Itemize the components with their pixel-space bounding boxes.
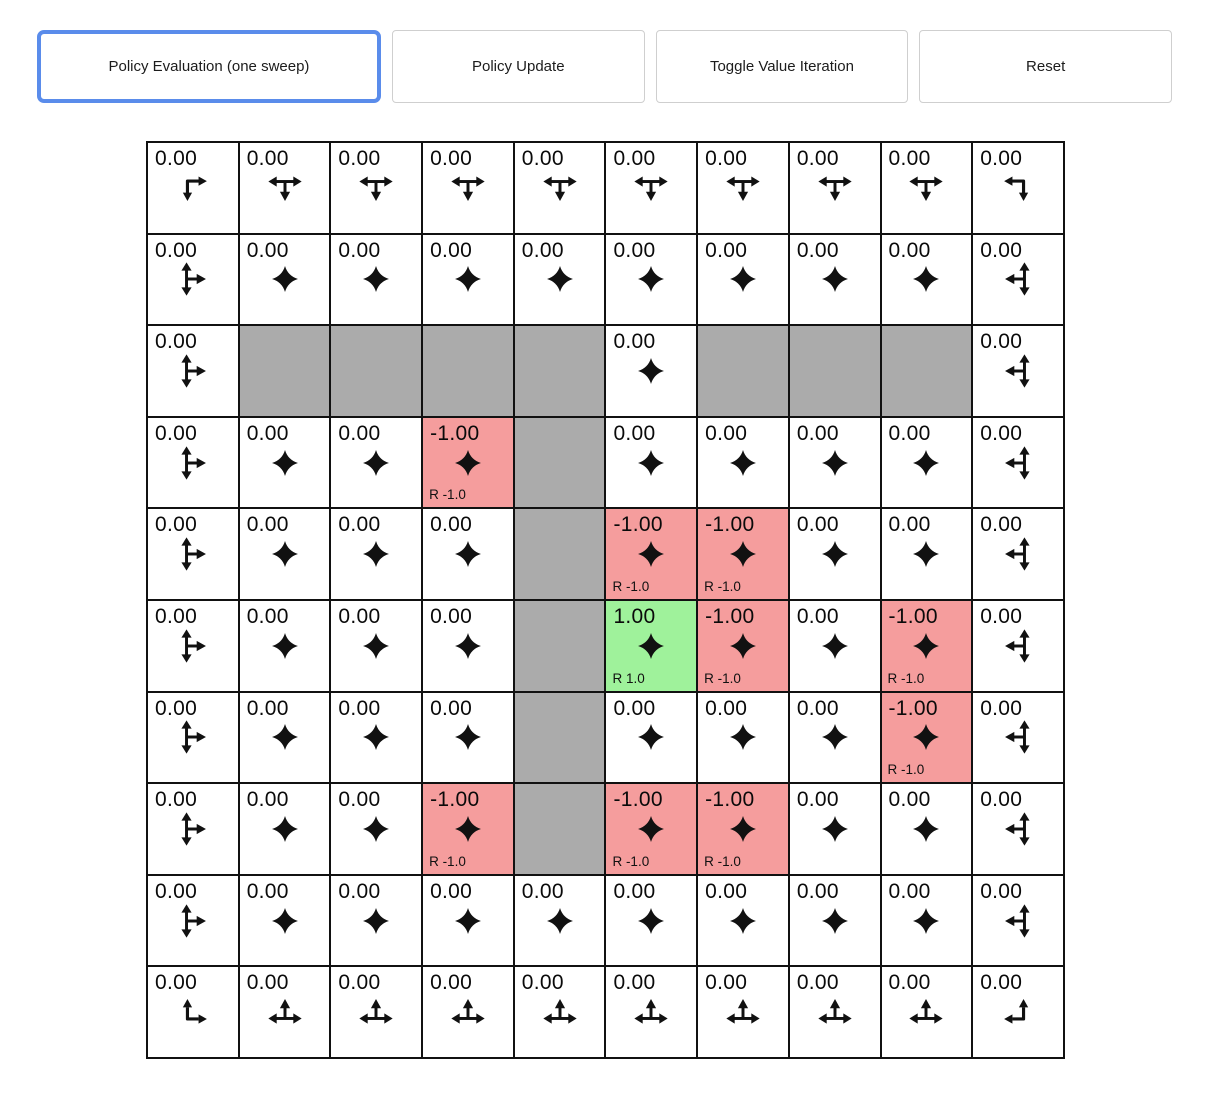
cell-value: 0.00 (246, 971, 289, 995)
policy-arrow-lru-icon (358, 994, 395, 1031)
policy-arrow-udl-icon (1000, 444, 1037, 481)
policy-arrow-all-icon (449, 902, 486, 939)
grid-cell-wall[interactable] (330, 325, 422, 417)
policy-arrow-all-icon (633, 444, 670, 481)
cell-value: 0.00 (888, 147, 931, 170)
cell-value: 0.00 (796, 147, 839, 170)
cell-value: 0.00 (888, 971, 931, 995)
grid-cell[interactable] (147, 600, 239, 692)
grid-cell[interactable] (605, 966, 697, 1058)
grid-cell[interactable] (972, 783, 1064, 875)
cell-value: 0.00 (246, 604, 289, 628)
cell-value: 0.00 (888, 788, 931, 812)
cell-value: 0.00 (430, 238, 473, 262)
policy-arrow-all-icon (816, 902, 853, 939)
policy-arrow-lru-icon (724, 994, 761, 1031)
policy-arrow-all-icon (633, 261, 670, 298)
cell-value: 0.00 (980, 696, 1023, 720)
grid-cell[interactable] (697, 966, 789, 1058)
grid-cell[interactable] (697, 142, 789, 234)
policy-arrow-all-icon (541, 261, 578, 298)
grid-cell[interactable] (147, 783, 239, 875)
grid-cell[interactable] (147, 325, 239, 417)
cell-value: 0.00 (430, 147, 473, 170)
cell-value: 0.00 (613, 879, 656, 903)
policy-arrow-lru-icon (908, 994, 945, 1031)
grid-cell[interactable] (881, 234, 973, 326)
policy-arrow-all-icon (449, 444, 486, 481)
cell-value: 0.00 (338, 788, 381, 812)
toolbar (37, 30, 1172, 103)
policy-arrow-udr-icon (174, 261, 211, 298)
cell-value: 0.00 (338, 238, 381, 262)
grid-cell[interactable] (972, 234, 1064, 326)
cell-value: 0.00 (338, 513, 381, 537)
policy-arrow-all-icon (816, 536, 853, 573)
policy-arrow-all-icon (908, 719, 945, 756)
cell-reward-label: R -1.0 (429, 487, 466, 503)
grid-cell[interactable] (972, 417, 1064, 509)
cell-value: 0.00 (246, 879, 289, 903)
grid-cell[interactable] (605, 417, 697, 509)
grid-cell[interactable] (422, 600, 514, 692)
policy-arrow-all-icon (358, 536, 395, 573)
policy-arrow-all-icon (541, 902, 578, 939)
grid-cell[interactable] (147, 875, 239, 967)
cell-value: 0.00 (246, 421, 289, 445)
policy-arrow-all-icon (358, 261, 395, 298)
grid-cell[interactable] (422, 234, 514, 326)
reset-button[interactable]: Reset (919, 30, 1172, 103)
cell-value: -1.00 (430, 788, 480, 812)
policy-arrow-all-icon (266, 719, 303, 756)
policy-arrow-lru-icon (541, 994, 578, 1031)
cell-value: 0.00 (796, 604, 839, 628)
grid-cell[interactable] (881, 966, 973, 1058)
policy-arrow-all-icon (358, 902, 395, 939)
grid-cell[interactable] (605, 325, 697, 417)
cell-value: 0.00 (338, 696, 381, 720)
cell-value: 0.00 (521, 238, 564, 262)
grid-cell-wall[interactable] (514, 692, 606, 784)
cell-value: 0.00 (705, 879, 748, 903)
cell-reward-label: R -1.0 (887, 762, 925, 778)
grid-cell[interactable] (972, 600, 1064, 692)
policy-arrow-lrd-icon (449, 169, 486, 206)
grid-cell[interactable] (789, 783, 881, 875)
policy-arrow-all-icon (266, 444, 303, 481)
grid-cell[interactable] (422, 417, 514, 509)
cell-value: 0.00 (246, 513, 289, 537)
grid-cell[interactable] (605, 600, 697, 692)
grid-cell[interactable] (789, 508, 881, 600)
policy-arrow-lrd-icon (266, 169, 303, 206)
grid-cell[interactable] (697, 875, 789, 967)
grid-cell[interactable] (239, 234, 331, 326)
policy-arrow-all-icon (908, 261, 945, 298)
cell-value: 0.00 (796, 879, 839, 903)
grid-cell-wall[interactable] (789, 325, 881, 417)
grid-cell-wall[interactable] (422, 325, 514, 417)
cell-value: 0.00 (613, 147, 656, 170)
grid-cell[interactable] (605, 142, 697, 234)
policy-arrow-all-icon (908, 627, 945, 664)
gridworld-grid (146, 141, 1065, 1059)
cell-value: 0.00 (888, 421, 931, 445)
grid-cell[interactable] (697, 234, 789, 326)
policy-arrow-udl-icon (1000, 810, 1037, 847)
toggle-value-iteration-button[interactable]: Toggle Value Iteration (656, 30, 909, 103)
cell-value: 0.00 (338, 147, 381, 170)
cell-value: 0.00 (980, 147, 1023, 170)
cell-value: 0.00 (155, 604, 198, 628)
policy-arrow-all-icon (724, 261, 761, 298)
cell-value: 0.00 (521, 971, 564, 995)
grid-cell[interactable] (239, 966, 331, 1058)
grid-cell-wall[interactable] (697, 325, 789, 417)
cell-value: 0.00 (430, 971, 473, 995)
cell-value: 0.00 (613, 238, 656, 262)
cell-value: 0.00 (796, 513, 839, 537)
policy-arrow-udl-icon (1000, 902, 1037, 939)
grid-cell[interactable] (789, 966, 881, 1058)
cell-value: 0.00 (980, 879, 1023, 903)
cell-reward-label: R -1.0 (612, 853, 650, 869)
policy-arrow-udl-icon (1000, 261, 1037, 298)
grid-cell[interactable] (330, 600, 422, 692)
policy-arrow-all-icon (908, 444, 945, 481)
policy-arrow-all-icon (908, 902, 945, 939)
cell-reward-label: R -1.0 (704, 578, 741, 594)
grid-cell[interactable] (972, 966, 1064, 1058)
policy-arrow-lrd-icon (816, 169, 853, 206)
grid-cell-wall[interactable] (514, 600, 606, 692)
cell-value: 0.00 (888, 238, 931, 262)
grid-cell[interactable] (422, 142, 514, 234)
grid-cell[interactable] (330, 417, 422, 509)
grid-cell[interactable] (239, 508, 331, 600)
grid-cell[interactable] (789, 600, 881, 692)
policy-arrow-all-icon (449, 627, 486, 664)
policy-arrow-lru-icon (633, 994, 670, 1031)
grid-cell[interactable] (789, 142, 881, 234)
grid-cell-wall[interactable] (514, 783, 606, 875)
grid-cell[interactable] (330, 966, 422, 1058)
cell-value: 0.00 (888, 513, 931, 537)
policy-evaluation-button[interactable]: Policy Evaluation (one sweep) (37, 30, 381, 103)
grid-cell[interactable] (514, 234, 606, 326)
grid-cell[interactable] (789, 692, 881, 784)
cell-value: 0.00 (155, 421, 198, 445)
policy-arrow-all-icon (724, 536, 761, 573)
grid-cell[interactable] (972, 692, 1064, 784)
policy-arrow-lrd-icon (358, 169, 395, 206)
cell-value: 0.00 (246, 238, 289, 262)
cell-value: 0.00 (613, 696, 656, 720)
grid-cell[interactable] (147, 234, 239, 326)
cell-value: -1.00 (613, 788, 663, 812)
grid-cell[interactable] (147, 966, 239, 1058)
policy-arrow-all-icon (266, 536, 303, 573)
cell-value: 0.00 (980, 971, 1023, 995)
cell-value: 0.00 (338, 604, 381, 628)
policy-arrow-lrd-icon (633, 169, 670, 206)
policy-arrow-all-icon (449, 536, 486, 573)
grid-cell-wall[interactable] (881, 325, 973, 417)
policy-arrow-dr-icon (174, 169, 211, 206)
policy-arrow-all-icon (449, 810, 486, 847)
grid-cell[interactable] (422, 966, 514, 1058)
grid-cell-wall[interactable] (239, 325, 331, 417)
policy-arrow-all-icon (633, 352, 670, 389)
cell-value: 0.00 (521, 147, 564, 170)
policy-arrow-all-icon (358, 627, 395, 664)
policy-arrow-udl-icon (1000, 352, 1037, 389)
grid-cell[interactable] (147, 142, 239, 234)
grid-cell[interactable] (147, 417, 239, 509)
policy-arrow-lru-icon (449, 994, 486, 1031)
grid-cell[interactable] (330, 234, 422, 326)
policy-arrow-lru-icon (266, 994, 303, 1031)
grid-cell[interactable] (239, 142, 331, 234)
cell-value: 0.00 (338, 421, 381, 445)
policy-arrow-all-icon (816, 627, 853, 664)
policy-arrow-udr-icon (174, 536, 211, 573)
cell-reward-label: R 1.0 (612, 670, 645, 686)
cell-reward-label: R -1.0 (704, 853, 741, 869)
policy-arrow-all-icon (724, 902, 761, 939)
grid-cell[interactable] (422, 783, 514, 875)
policy-arrow-all-icon (816, 444, 853, 481)
grid-cell[interactable] (972, 325, 1064, 417)
cell-value: 0.00 (796, 696, 839, 720)
grid-cell[interactable] (605, 508, 697, 600)
cell-value: 0.00 (705, 696, 748, 720)
cell-value: 0.00 (980, 604, 1023, 628)
policy-arrow-udr-icon (174, 444, 211, 481)
policy-arrow-all-icon (724, 444, 761, 481)
policy-update-button[interactable]: Policy Update (392, 30, 645, 103)
cell-value: 0.00 (246, 147, 289, 170)
cell-value: 0.00 (705, 147, 748, 170)
policy-arrow-all-icon (633, 627, 670, 664)
cell-value: 0.00 (338, 971, 381, 995)
cell-reward-label: R -1.0 (429, 853, 466, 869)
policy-arrow-all-icon (724, 627, 761, 664)
grid-cell[interactable] (605, 234, 697, 326)
cell-value: 0.00 (521, 879, 564, 903)
policy-arrow-lrd-icon (724, 169, 761, 206)
cell-value: 0.00 (338, 879, 381, 903)
grid-cell[interactable] (972, 875, 1064, 967)
cell-value: 0.00 (796, 421, 839, 445)
policy-arrow-udl-icon (1000, 536, 1037, 573)
policy-arrow-udr-icon (174, 627, 211, 664)
policy-arrow-udr-icon (174, 902, 211, 939)
cell-value: 0.00 (705, 238, 748, 262)
grid-cell[interactable] (881, 692, 973, 784)
cell-value: -1.00 (430, 421, 480, 445)
policy-arrow-all-icon (358, 719, 395, 756)
grid-cell[interactable] (147, 692, 239, 784)
grid-cell[interactable] (789, 875, 881, 967)
cell-value: 0.00 (980, 788, 1023, 812)
grid-cell[interactable] (514, 966, 606, 1058)
gridworld-app (0, 30, 1208, 1059)
policy-arrow-all-icon (266, 261, 303, 298)
cell-value: 0.00 (613, 971, 656, 995)
policy-arrow-all-icon (633, 902, 670, 939)
policy-arrow-all-icon (816, 261, 853, 298)
grid-cell[interactable] (789, 234, 881, 326)
policy-arrow-all-icon (908, 536, 945, 573)
grid-cell[interactable] (422, 692, 514, 784)
policy-arrow-all-icon (816, 719, 853, 756)
grid-cell[interactable] (789, 417, 881, 509)
cell-value: 0.00 (246, 788, 289, 812)
grid-cell[interactable] (422, 508, 514, 600)
grid-cell[interactable] (422, 875, 514, 967)
grid-cell[interactable] (514, 875, 606, 967)
cell-value: 0.00 (246, 696, 289, 720)
cell-value: 0.00 (155, 147, 198, 170)
policy-arrow-all-icon (266, 902, 303, 939)
cell-value: 0.00 (155, 971, 198, 995)
policy-arrow-all-icon (358, 810, 395, 847)
grid-cell[interactable] (605, 783, 697, 875)
cell-value: 0.00 (155, 330, 198, 354)
policy-arrow-all-icon (633, 536, 670, 573)
grid-cell[interactable] (697, 417, 789, 509)
cell-reward-label: R -1.0 (887, 670, 925, 686)
grid-cell[interactable] (697, 600, 789, 692)
grid-cell[interactable] (697, 692, 789, 784)
grid-cell[interactable] (697, 508, 789, 600)
cell-value: 1.00 (613, 604, 656, 628)
grid-cell[interactable] (881, 508, 973, 600)
cell-value: 0.00 (430, 696, 473, 720)
cell-value: 0.00 (980, 513, 1023, 537)
cell-value: 0.00 (613, 330, 656, 354)
policy-arrow-all-icon (633, 719, 670, 756)
grid-cell[interactable] (330, 508, 422, 600)
policy-arrow-all-icon (266, 810, 303, 847)
grid-cell[interactable] (239, 875, 331, 967)
cell-value: -1.00 (705, 788, 755, 812)
cell-value: 0.00 (980, 238, 1023, 262)
policy-arrow-udr-icon (174, 719, 211, 756)
cell-value: -1.00 (613, 513, 663, 537)
grid-cell-wall[interactable] (514, 508, 606, 600)
cell-value: 0.00 (430, 604, 473, 628)
policy-arrow-all-icon (633, 810, 670, 847)
grid-cell[interactable] (147, 508, 239, 600)
grid-cell[interactable] (239, 692, 331, 784)
policy-arrow-all-icon (908, 810, 945, 847)
cell-value: -1.00 (888, 604, 938, 628)
cell-value: 0.00 (705, 421, 748, 445)
policy-arrow-all-icon (266, 627, 303, 664)
grid-cell-wall[interactable] (514, 417, 606, 509)
cell-value: 0.00 (155, 696, 198, 720)
policy-arrow-all-icon (449, 261, 486, 298)
grid-cell[interactable] (239, 600, 331, 692)
cell-reward-label: R -1.0 (704, 670, 741, 686)
policy-arrow-udr-icon (174, 352, 211, 389)
grid-cell[interactable] (330, 692, 422, 784)
policy-arrow-all-icon (816, 810, 853, 847)
policy-arrow-lrd-icon (541, 169, 578, 206)
cell-value: 0.00 (796, 238, 839, 262)
cell-value: -1.00 (705, 604, 755, 628)
grid-cell[interactable] (605, 875, 697, 967)
cell-value: 0.00 (430, 513, 473, 537)
cell-value: 0.00 (430, 879, 473, 903)
cell-value: 0.00 (980, 421, 1023, 445)
grid-cell[interactable] (514, 142, 606, 234)
cell-value: 0.00 (613, 421, 656, 445)
policy-arrow-lrd-icon (908, 169, 945, 206)
grid-cell[interactable] (330, 142, 422, 234)
cell-value: 0.00 (796, 788, 839, 812)
cell-value: 0.00 (155, 788, 198, 812)
grid-cell[interactable] (881, 600, 973, 692)
cell-value: 0.00 (796, 971, 839, 995)
policy-arrow-udl-icon (1000, 627, 1037, 664)
policy-arrow-all-icon (358, 444, 395, 481)
cell-reward-label: R -1.0 (612, 578, 650, 594)
cell-value: 0.00 (155, 879, 198, 903)
cell-value: -1.00 (705, 513, 755, 537)
policy-arrow-udr-icon (174, 810, 211, 847)
grid-cell[interactable] (881, 875, 973, 967)
cell-value: 0.00 (980, 330, 1023, 354)
grid-cell[interactable] (239, 417, 331, 509)
policy-arrow-dl-icon (1000, 169, 1037, 206)
policy-arrow-all-icon (724, 810, 761, 847)
grid-cell[interactable] (881, 142, 973, 234)
cell-value: -1.00 (888, 696, 938, 720)
grid-cell[interactable] (881, 783, 973, 875)
grid-cell-wall[interactable] (514, 325, 606, 417)
policy-arrow-all-icon (449, 719, 486, 756)
grid-cell[interactable] (605, 692, 697, 784)
grid-cell[interactable] (697, 783, 789, 875)
grid-cell[interactable] (330, 783, 422, 875)
policy-arrow-all-icon (724, 719, 761, 756)
policy-arrow-lru-icon (816, 994, 853, 1031)
cell-value: 0.00 (705, 971, 748, 995)
grid-cell[interactable] (330, 875, 422, 967)
policy-arrow-ul-icon (1000, 994, 1037, 1031)
cell-value: 0.00 (888, 879, 931, 903)
policy-arrow-ur-icon (174, 994, 211, 1031)
grid-cell[interactable] (239, 783, 331, 875)
grid-cell[interactable] (972, 142, 1064, 234)
grid-cell[interactable] (972, 508, 1064, 600)
policy-arrow-udl-icon (1000, 719, 1037, 756)
cell-value: 0.00 (155, 513, 198, 537)
cell-value: 0.00 (155, 238, 198, 262)
grid-cell[interactable] (881, 417, 973, 509)
